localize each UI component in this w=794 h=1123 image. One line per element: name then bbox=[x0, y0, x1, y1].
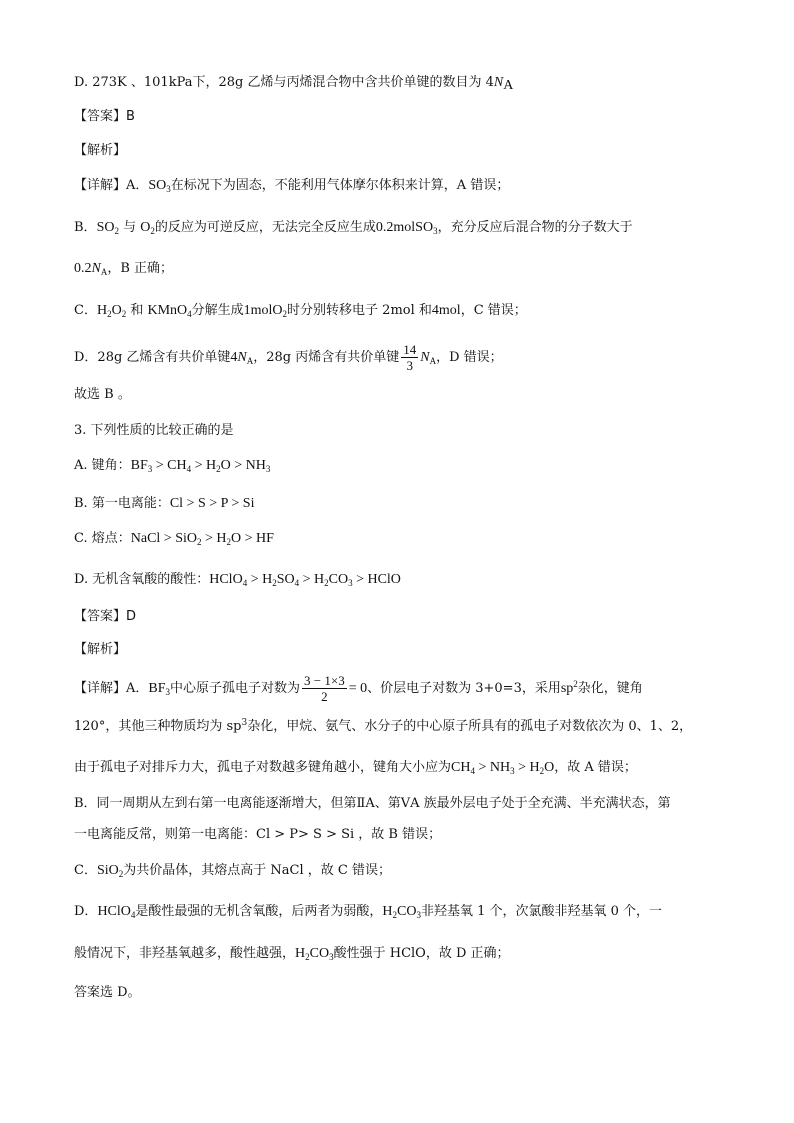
q3-detail-c: C．SiO$_2$为共价晶体，其熔点高于 NaCl ，故 C 错误； bbox=[74, 863, 391, 879]
q2-conclusion: 故选 B 。 bbox=[74, 387, 131, 402]
q3-option-d: D. 无机含氧酸的酸性：HClO$_4$ > $H_2SO_4 > H_2CO_3$ > HClO bbox=[74, 572, 401, 588]
q3-option-b: B. 第一电离能：Cl > S > P > Si bbox=[74, 496, 255, 511]
q2-detail-a: 【详解】A．$SO_3$在标况下为固态，不能利用气体摩尔体积来计算，A 错误； bbox=[74, 178, 510, 194]
q3-stem: 3. 下列性质的比较正确的是 bbox=[74, 423, 234, 438]
q2-detail-b: B．$SO_2$ 与 $O_2$的反应为可逆反应，无法完全反应生成0.2molSO$_3$，充分反应后混合物的分子数大于 bbox=[74, 220, 633, 236]
q3-analysis: 【解析】 bbox=[74, 642, 127, 657]
q2-option-d: D. 273K 、101kPa下，28g 乙烯与丙烯混合物中含共价单键的数目为 $4N_A$ bbox=[74, 75, 514, 93]
q2-detail-d: D．28g 乙烯含有共价单键$4N_A$，28g 丙烯含有共价单键 $\frac{14}{3}$ $N_A$，D 错误； bbox=[74, 342, 503, 373]
q2-analysis: 【解析】 bbox=[74, 143, 127, 158]
q3-conclusion: 答案选 D。 bbox=[74, 985, 141, 1000]
q3-option-c: C. 熔点：NaCl > $SiO_2 > H_2O$ > HF bbox=[74, 531, 274, 547]
q3-detail-a: 【详解】A．$BF_3$中心原子孤电子对数为 $\frac{3 - 1\times 3}{2}$ = 0、价层电子对数为 3+0=3，采用$sp^2$杂化，键角 bbox=[74, 673, 643, 704]
q3-detail-d: D．HClO$_4$是酸性最强的无机含氧酸，后两者为弱酸，$H_2CO_3$非羟基氧 1 个，次氯酸非羟基氧 0 个，一 bbox=[74, 904, 663, 920]
q3-detail-b: B．同一周期从左到右第一电离能逐渐增大，但第ⅡA、第ⅤA 族最外层电子处于全充满、半充满状态，第 bbox=[74, 796, 671, 811]
q2-detail-c: C．$H_2O_2$ 和 KMnO$_4$分解生成1molO$_2$时分别转移电子 2mol 和4mol，C 错误； bbox=[74, 303, 527, 319]
q3-option-a: A. 键角：$BF_3 > CH_4 > H_2O > NH_3$ bbox=[74, 458, 271, 474]
q3-detail-a-3: 由于孤电子对排斥力大，孤电子对数越多键角越小，键角大小应为$CH_4 > NH_3 > H_2O$，故 A 错误； bbox=[74, 760, 637, 776]
q3-detail-b-2: 一电离能反常，则第一电离能：Cl > P> S > Si ，故 B 错误； bbox=[74, 827, 442, 842]
q2-detail-b-cont: $0.2N_A$，B 正确； bbox=[74, 261, 174, 277]
q3-answer: 【答案】D bbox=[74, 609, 137, 624]
q2-answer: 【答案】B bbox=[74, 109, 135, 124]
q3-detail-d-2: 般情况下，非羟基氧越多，酸性越强，$H_2CO_3$酸性强于 HClO，故 D 正确； bbox=[74, 946, 510, 962]
q3-detail-a-2: 120°，其他三种物质均为 $sp^3$杂化，甲烷、氨气、水分子的中心原子所具有的孤电子对数依次为 0、1、2， bbox=[74, 718, 693, 734]
